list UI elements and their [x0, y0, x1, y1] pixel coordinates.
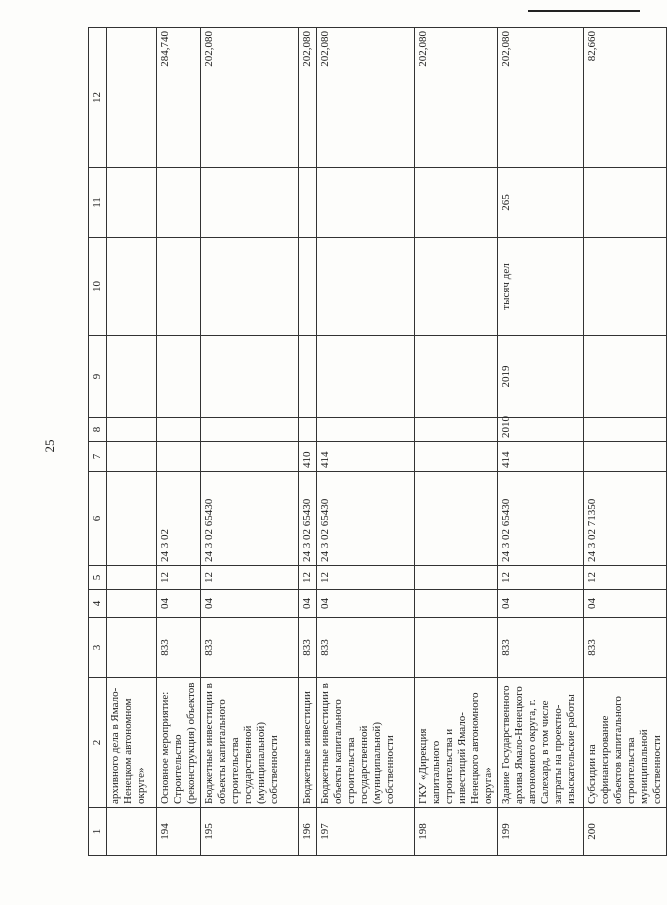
- amount-cell: [415, 28, 498, 168]
- unit-cell: [201, 238, 299, 336]
- cell-text: 24 3 02 65430: [500, 498, 512, 562]
- row-number-cell: [157, 808, 201, 856]
- amount-cell: [584, 28, 667, 168]
- capacity-cell: [201, 168, 299, 238]
- page-number: 25: [42, 439, 57, 453]
- subsection-cell: [498, 566, 584, 590]
- code-cell: [107, 618, 157, 678]
- section-cell: [584, 590, 667, 618]
- capacity-cell: [317, 168, 415, 238]
- amount-cell: [498, 28, 584, 168]
- description-cell: [157, 678, 201, 808]
- header-cell: 3: [89, 618, 107, 678]
- unit-cell: [107, 238, 157, 336]
- header-cell: 8: [89, 418, 107, 442]
- table-row: [299, 28, 317, 856]
- target-code-cell: [415, 472, 498, 566]
- target-code-cell: [107, 472, 157, 566]
- description-cell: [498, 678, 584, 808]
- description-cell: [584, 678, 667, 808]
- cell-text: 04: [301, 598, 313, 609]
- expense-type-cell: [107, 442, 157, 472]
- end-year-cell: [201, 336, 299, 418]
- start-year-cell: [498, 418, 584, 442]
- amount-cell: [299, 28, 317, 168]
- cell-text: 12: [586, 572, 598, 583]
- target-code-cell: [157, 472, 201, 566]
- cell-text: 195: [203, 823, 215, 840]
- table-row: [317, 28, 415, 856]
- section-cell: [157, 590, 201, 618]
- cell-text: Бюджетные инвестиции в объекты капитального строительства государственной (муниципальной) собственности: [319, 683, 396, 804]
- table-row: [584, 28, 667, 856]
- amount-cell: [201, 28, 299, 168]
- cell-text: 198: [417, 823, 429, 840]
- amount-cell: [317, 28, 415, 168]
- capacity-cell: [157, 168, 201, 238]
- start-year-cell: [201, 418, 299, 442]
- header-cell: 6: [89, 472, 107, 566]
- end-year-cell: [498, 336, 584, 418]
- expense-type-cell: [415, 442, 498, 472]
- subsection-cell: [317, 566, 415, 590]
- row-number-cell: [498, 808, 584, 856]
- table-row: [201, 28, 299, 856]
- cell-text: 199: [500, 823, 512, 840]
- cell-text: 82,660: [586, 31, 598, 62]
- unit-cell: [299, 238, 317, 336]
- code-cell: [201, 618, 299, 678]
- cell-text: 833: [203, 639, 215, 656]
- row-number-cell: [584, 808, 667, 856]
- cell-text: ГКУ «Дирекция капитального строительства и инвестиций Ямало-Ненецкого автономного округа»: [417, 692, 494, 804]
- cell-text: 04: [586, 598, 598, 609]
- cell-text: 414: [500, 451, 512, 468]
- cell-text: 202,080: [417, 31, 429, 67]
- expense-type-cell: [498, 442, 584, 472]
- subsection-cell: [107, 566, 157, 590]
- cell-text: 04: [500, 598, 512, 609]
- table-row: [498, 28, 584, 856]
- target-code-cell: [201, 472, 299, 566]
- cell-text: 200: [586, 823, 598, 840]
- end-year-cell: [107, 336, 157, 418]
- end-year-cell: [415, 336, 498, 418]
- cell-text: 414: [319, 451, 331, 468]
- cell-text: 12: [319, 572, 331, 583]
- subsection-cell: [415, 566, 498, 590]
- cell-text: 202,080: [301, 31, 313, 67]
- unit-cell: [317, 238, 415, 336]
- start-year-cell: [415, 418, 498, 442]
- description-cell: [415, 678, 498, 808]
- budget-table: [88, 28, 667, 856]
- description-cell: [201, 678, 299, 808]
- cell-text: 202,080: [319, 31, 331, 67]
- cell-text: 12: [301, 572, 313, 583]
- amount-cell: [157, 28, 201, 168]
- code-cell: [415, 618, 498, 678]
- end-year-cell: [317, 336, 415, 418]
- header-cell: 5: [89, 566, 107, 590]
- section-cell: [201, 590, 299, 618]
- start-year-cell: [584, 418, 667, 442]
- cell-text: 194: [159, 823, 171, 840]
- header-row: [89, 28, 107, 856]
- capacity-cell: [107, 168, 157, 238]
- cell-text: 833: [301, 639, 313, 656]
- header-cell: 4: [89, 590, 107, 618]
- table-row: [415, 28, 498, 856]
- target-code-cell: [299, 472, 317, 566]
- start-year-cell: [157, 418, 201, 442]
- unit-cell: [584, 238, 667, 336]
- cell-text: 2010: [500, 416, 512, 438]
- cell-text: Здание Государственного архива Ямало-Ненецкого автономного округа, г. Салехард, в том числе затраты на проектно-изыскательские работы: [500, 685, 577, 804]
- cell-text: Бюджетные инвестиции: [301, 691, 313, 804]
- capacity-cell: [299, 168, 317, 238]
- capacity-cell: [498, 168, 584, 238]
- corner-rule: [528, 10, 640, 12]
- cell-text: 833: [586, 639, 598, 656]
- expense-type-cell: [201, 442, 299, 472]
- cell-text: 833: [159, 639, 171, 656]
- cell-text: 202,080: [203, 31, 215, 67]
- cell-text: 12: [159, 572, 171, 583]
- end-year-cell: [157, 336, 201, 418]
- section-cell: [299, 590, 317, 618]
- subsection-cell: [584, 566, 667, 590]
- target-code-cell: [317, 472, 415, 566]
- section-cell: [498, 590, 584, 618]
- start-year-cell: [299, 418, 317, 442]
- cell-text: 284,740: [159, 31, 171, 67]
- section-cell: [317, 590, 415, 618]
- start-year-cell: [317, 418, 415, 442]
- section-cell: [107, 590, 157, 618]
- unit-cell: [415, 238, 498, 336]
- header-cell: 12: [89, 28, 107, 168]
- header-cell: 9: [89, 336, 107, 418]
- cell-text: архивного дела в Ямало-Ненецком автономном округе»: [109, 687, 147, 804]
- description-cell: [107, 678, 157, 808]
- cell-text: 04: [319, 598, 331, 609]
- unit-cell: [498, 238, 584, 336]
- expense-type-cell: [584, 442, 667, 472]
- cell-text: 12: [203, 572, 215, 583]
- cell-text: 24 3 02 65430: [301, 498, 313, 562]
- expense-type-cell: [157, 442, 201, 472]
- header-cell: 11: [89, 168, 107, 238]
- expense-type-cell: [299, 442, 317, 472]
- row-number-cell: [299, 808, 317, 856]
- amount-cell: [107, 28, 157, 168]
- description-cell: [299, 678, 317, 808]
- section-cell: [415, 590, 498, 618]
- table-row: [157, 28, 201, 856]
- code-cell: [584, 618, 667, 678]
- cell-text: 410: [301, 451, 313, 468]
- cell-text: 2019: [500, 365, 512, 388]
- subsection-cell: [201, 566, 299, 590]
- cell-text: 24 3 02 65430: [203, 498, 215, 562]
- cell-text: Бюджетные инвестиции в объекты капитального строительства государственной (муниципальной) собственности: [203, 683, 280, 804]
- code-cell: [498, 618, 584, 678]
- code-cell: [157, 618, 201, 678]
- cell-text: 197: [319, 823, 331, 840]
- header-cell: 10: [89, 238, 107, 336]
- table-row: [107, 28, 157, 856]
- end-year-cell: [584, 336, 667, 418]
- target-code-cell: [584, 472, 667, 566]
- unit-cell: [157, 238, 201, 336]
- cell-text: Субсидии на софинансирование объектов капитального строительства муниципальной собственности: [586, 696, 663, 804]
- subsection-cell: [299, 566, 317, 590]
- header-cell: 2: [89, 678, 107, 808]
- header-cell: 1: [89, 808, 107, 856]
- cell-text: 12: [500, 572, 512, 583]
- cell-text: 196: [301, 823, 313, 840]
- cell-text: тысяч дел: [500, 263, 512, 310]
- row-number-cell: [415, 808, 498, 856]
- row-number-cell: [201, 808, 299, 856]
- cell-text: 24 3 02: [159, 529, 171, 562]
- cell-text: 04: [159, 598, 171, 609]
- cell-text: 202,080: [500, 31, 512, 67]
- row-number-cell: [107, 808, 157, 856]
- cell-text: Основное мероприятие: Строительство (реконструкция) объектов: [159, 682, 197, 804]
- start-year-cell: [107, 418, 157, 442]
- header-cell: 7: [89, 442, 107, 472]
- end-year-cell: [299, 336, 317, 418]
- code-cell: [299, 618, 317, 678]
- row-number-cell: [317, 808, 415, 856]
- cell-text: 833: [500, 639, 512, 656]
- description-cell: [317, 678, 415, 808]
- cell-text: 24 3 02 71350: [586, 498, 598, 562]
- cell-text: 24 3 02 65430: [319, 498, 331, 562]
- code-cell: [317, 618, 415, 678]
- cell-text: 833: [319, 639, 331, 656]
- cell-text: 265: [500, 194, 512, 211]
- target-code-cell: [498, 472, 584, 566]
- subsection-cell: [157, 566, 201, 590]
- capacity-cell: [584, 168, 667, 238]
- cell-text: 04: [203, 598, 215, 609]
- capacity-cell: [415, 168, 498, 238]
- expense-type-cell: [317, 442, 415, 472]
